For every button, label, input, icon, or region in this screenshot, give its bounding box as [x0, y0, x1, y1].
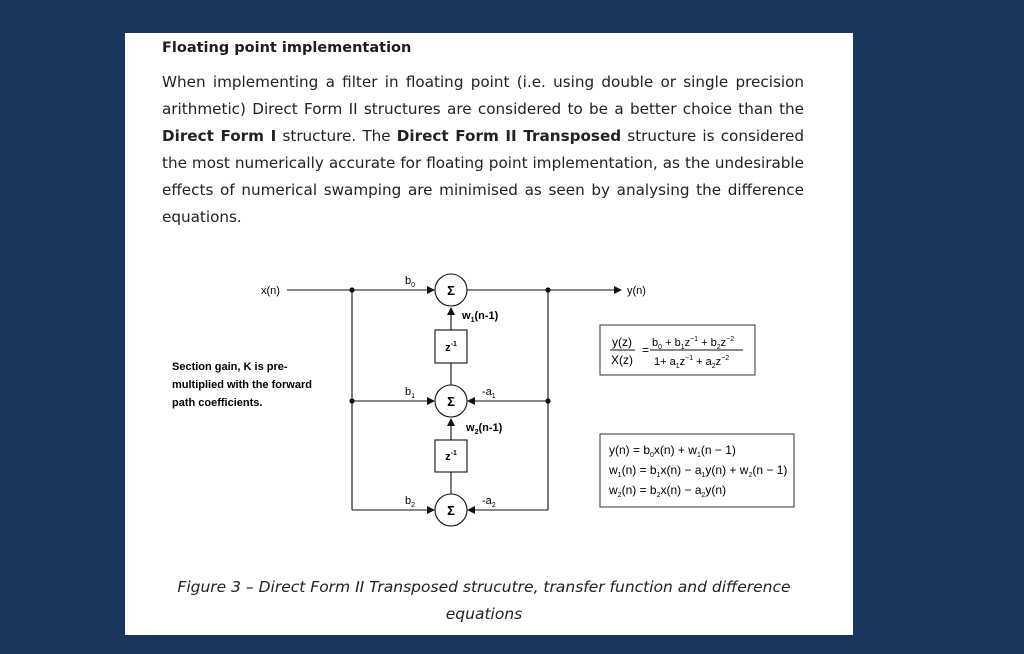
- coef-a2: $-a_2$: [482, 495, 496, 509]
- caption-line-1: Figure 3 – Direct Form II Transposed strucutre, transfer function and difference: [177, 578, 791, 596]
- coef-b1: $b_1$: [405, 386, 416, 400]
- svg-text:1+ a1z−1 + a2z−2: $1+ a_1z^{-1} + a_2z^{-2}$: [654, 355, 730, 370]
- junction-dot: [349, 287, 354, 292]
- svg-text:y(n) = b0x(n) + w1(n − 1): $y(n) = b_0x(n) + w_1(n - 1)$: [609, 443, 736, 459]
- delay-block-1: [435, 330, 467, 363]
- svg-text:Σ: Σ: [447, 503, 455, 518]
- svg-text:w2(n) = b2x(n) − a2y(n): $w_2(n) = b_2x(n) - a_2y(n)$: [609, 483, 727, 499]
- sum-node-3: [435, 494, 467, 526]
- state-w2: $w_2(n-1)$: [466, 422, 503, 436]
- state-w1: $w_1(n-1)$: [462, 310, 499, 324]
- term-direct-form-i: Direct Form I: [162, 127, 277, 145]
- svg-text:X(z): X(z): [611, 353, 633, 367]
- transfer-function-box: [600, 325, 755, 375]
- svg-text:Σ: Σ: [447, 283, 455, 298]
- difference-equations-box: [600, 434, 794, 507]
- section-heading: Floating point implementation: [162, 40, 412, 56]
- svg-text:z-1: $z^{-1}$: [445, 341, 457, 354]
- delay-block-2: [435, 440, 467, 472]
- junction-dot: [349, 398, 354, 403]
- section-gain-note: Section gain, K is pre- multiplied with the forward path coefficients.: [172, 361, 312, 409]
- junction-dot: [545, 287, 550, 292]
- svg-text:w1(n) = b1x(n) − a1y(n) + w2(n: $w_1(n) = b_1x(n) - a_1y(n) + w_2(n - 1)$: [609, 463, 788, 479]
- svg-text:y(z): y(z): [612, 335, 632, 349]
- junction-dot: [545, 398, 550, 403]
- svg-text:z-1: $z^{-1}$: [445, 450, 457, 463]
- sum-node-2: [435, 385, 467, 417]
- coef-b2: $b_2$: [405, 495, 416, 509]
- paragraph-text: When implementing a filter in floating point (i.e. using double or single precision arithmetic) Direct Form II structures are considered to be a better choice than the: [162, 73, 804, 118]
- block-diagram: [125, 263, 853, 573]
- coef-b0: $b_0$: [405, 275, 416, 289]
- document-page: [125, 33, 853, 635]
- coef-a1: $-a_1$: [482, 386, 496, 400]
- figure-caption: [125, 574, 843, 628]
- input-label: x(n): [261, 285, 280, 297]
- output-label: y(n): [627, 285, 646, 297]
- svg-text:b0 + b1z−1 + b2z−2: $b_0 + b_1z^{-1} + b_2z^{-2}$: [652, 336, 735, 351]
- caption-line-2: equations: [445, 605, 523, 623]
- body-paragraph: [162, 69, 804, 231]
- paragraph-text: structure. The: [276, 127, 397, 145]
- paragraph-text: structure is considered the most numerically accurate for floating point implementation, as the undesirable effects of numerical swamping are minimised as seen by analysing the difference equations.: [162, 127, 804, 226]
- svg-text:=: =: [642, 343, 650, 357]
- sum-node-1: [435, 274, 467, 306]
- term-direct-form-ii-transposed: Direct Form II Transposed: [396, 127, 622, 145]
- svg-text:Σ: Σ: [447, 394, 455, 409]
